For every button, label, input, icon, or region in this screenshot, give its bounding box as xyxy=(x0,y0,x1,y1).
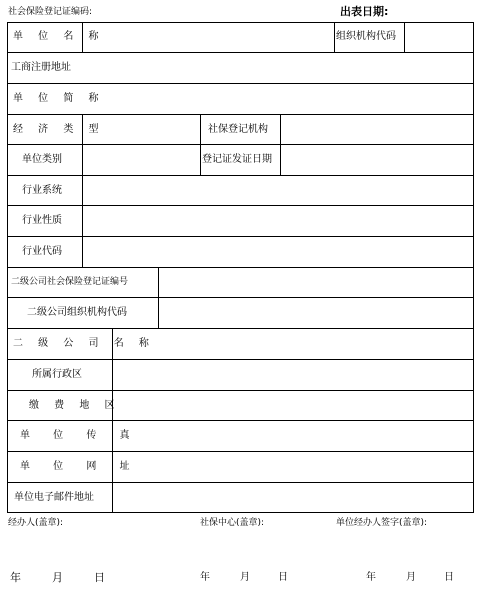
date-day: 日 xyxy=(94,571,105,584)
sub-company-name-field[interactable] xyxy=(114,330,472,358)
unit-name-label: 单 位 名 称 xyxy=(13,31,105,42)
row-divider xyxy=(7,328,474,329)
org-code-field[interactable] xyxy=(406,24,472,51)
org-code-label: 组织机构代码 xyxy=(336,31,396,42)
sub-company-org-code-field[interactable] xyxy=(160,299,472,327)
industry-nature-label: 行业性质 xyxy=(22,215,62,226)
sub-company-org-code-label: 二级公司组织机构代码 xyxy=(27,307,127,318)
unit-short-name-label: 单 位 简 称 xyxy=(13,93,105,104)
unit-name-field[interactable] xyxy=(84,24,333,51)
industry-system-label: 行业系统 xyxy=(22,185,62,196)
business-address-label: 工商注册地址 xyxy=(11,62,71,73)
social-security-agency-label: 社保登记机构 xyxy=(208,124,268,135)
unit-fax-field[interactable] xyxy=(114,422,472,450)
admin-region-field[interactable] xyxy=(114,361,472,389)
col-divider xyxy=(82,114,83,267)
cert-number-label: 社会保险登记证编码: xyxy=(8,7,93,17)
unit-website-label: 单 位 网 址 xyxy=(20,461,140,472)
row-divider xyxy=(7,205,474,206)
payment-area-field[interactable] xyxy=(114,392,472,419)
row-divider xyxy=(7,297,474,298)
industry-code-field[interactable] xyxy=(84,238,472,266)
row-divider xyxy=(7,359,474,360)
handler-seal-label: 经办人(盖章): xyxy=(8,518,64,528)
date-month: 月 xyxy=(406,572,416,583)
unit-fax-label: 单 位 传 真 xyxy=(20,430,140,441)
social-security-agency-field[interactable] xyxy=(282,116,472,143)
economic-type-label: 经 济 类 型 xyxy=(13,124,105,135)
admin-region-label: 所属行政区 xyxy=(32,369,82,380)
row-divider xyxy=(7,390,474,391)
industry-code-label: 行业代码 xyxy=(22,246,62,257)
row-divider xyxy=(7,420,474,421)
col-divider xyxy=(158,267,159,328)
unit-short-name-field[interactable] xyxy=(84,85,472,113)
row-divider xyxy=(7,236,474,237)
col-divider xyxy=(404,22,405,52)
col-divider xyxy=(280,114,281,175)
date-year: 年 xyxy=(10,571,21,584)
col-divider xyxy=(334,22,335,52)
unit-category-field[interactable] xyxy=(84,146,199,174)
unit-email-label: 单位电子邮件地址 xyxy=(14,492,94,503)
date-month: 月 xyxy=(240,572,250,583)
date-day: 日 xyxy=(278,572,288,583)
business-address-field[interactable] xyxy=(84,54,472,82)
row-divider xyxy=(7,83,474,84)
date-year: 年 xyxy=(200,572,210,583)
unit-handler-sign-label: 单位经办人签字(盖章): xyxy=(336,518,428,528)
sub-company-cert-number-label: 二级公司社会保险登记证编号 xyxy=(11,277,129,287)
row-divider xyxy=(7,451,474,452)
unit-email-field[interactable] xyxy=(114,484,472,511)
sub-company-name-label: 二 级 公 司 名 称 xyxy=(13,338,155,349)
cert-issue-date-label: 登记证发证日期 xyxy=(202,154,272,165)
col-divider xyxy=(200,114,201,175)
unit-website-field[interactable] xyxy=(114,453,472,481)
date-day: 日 xyxy=(444,572,454,583)
date-year: 年 xyxy=(366,572,376,583)
row-divider xyxy=(7,267,474,268)
issue-date-label: 出表日期: xyxy=(340,5,389,18)
sub-company-cert-number-field[interactable] xyxy=(160,269,472,296)
center-seal-label: 社保中心(盖章): xyxy=(200,518,265,528)
row-divider xyxy=(7,144,474,145)
row-divider xyxy=(7,175,474,176)
cert-issue-date-field[interactable] xyxy=(282,146,472,174)
payment-area-label: 缴 费 地 区 xyxy=(29,400,121,411)
row-divider xyxy=(7,114,474,115)
row-divider xyxy=(7,52,474,53)
unit-category-label: 单位类别 xyxy=(22,154,62,165)
row-divider xyxy=(7,482,474,483)
industry-system-field[interactable] xyxy=(84,177,472,204)
economic-type-field[interactable] xyxy=(84,116,199,143)
col-divider xyxy=(112,328,113,513)
date-month: 月 xyxy=(52,571,63,584)
industry-nature-field[interactable] xyxy=(84,207,472,235)
